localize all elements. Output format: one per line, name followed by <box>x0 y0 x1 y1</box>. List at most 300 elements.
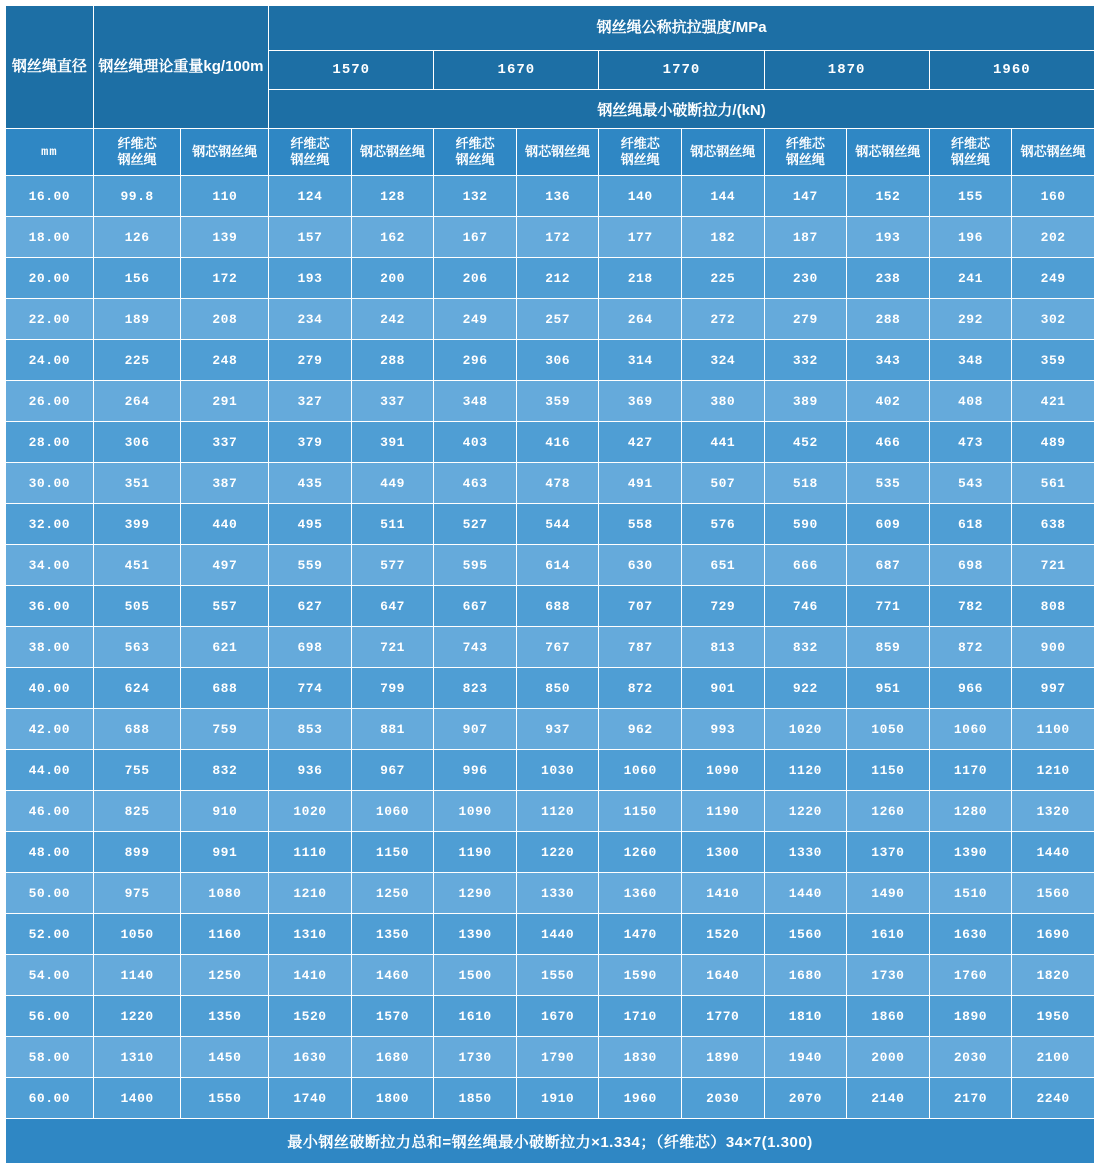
table-row <box>6 627 1095 668</box>
cell-weight-steel-core: 621 <box>181 627 269 668</box>
cell-breaking-force: 544 <box>516 504 599 545</box>
cell-breaking-force: 1890 <box>681 1037 764 1078</box>
cell-weight-steel-core: 991 <box>181 832 269 873</box>
cell-diameter: 18.00 <box>6 217 94 258</box>
cell-breaking-force: 1190 <box>681 791 764 832</box>
cell-breaking-force: 1150 <box>599 791 682 832</box>
table-row <box>6 1037 1095 1078</box>
cell-breaking-force: 241 <box>929 258 1012 299</box>
cell-breaking-force: 144 <box>681 176 764 217</box>
cell-breaking-force: 288 <box>351 340 434 381</box>
table-row <box>6 217 1095 258</box>
cell-weight-fiber-core: 451 <box>93 545 181 586</box>
cell-breaking-force: 466 <box>847 422 930 463</box>
cell-breaking-force: 1030 <box>516 750 599 791</box>
cell-diameter: 46.00 <box>6 791 94 832</box>
cell-breaking-force: 729 <box>681 586 764 627</box>
cell-weight-steel-core: 1160 <box>181 914 269 955</box>
cell-breaking-force: 1050 <box>847 709 930 750</box>
cell-breaking-force: 162 <box>351 217 434 258</box>
cell-breaking-force: 1630 <box>269 1037 352 1078</box>
cell-breaking-force: 1860 <box>847 996 930 1037</box>
cell-breaking-force: 922 <box>764 668 847 709</box>
cell-breaking-force: 1680 <box>351 1037 434 1078</box>
cell-breaking-force: 1610 <box>434 996 517 1037</box>
table-row <box>6 1078 1095 1119</box>
cell-breaking-force: 590 <box>764 504 847 545</box>
cell-breaking-force: 1730 <box>434 1037 517 1078</box>
cell-breaking-force: 160 <box>1012 176 1095 217</box>
cell-breaking-force: 132 <box>434 176 517 217</box>
cell-breaking-force: 1570 <box>351 996 434 1037</box>
cell-breaking-force: 1810 <box>764 996 847 1037</box>
cell-breaking-force: 421 <box>1012 381 1095 422</box>
cell-breaking-force: 1500 <box>434 955 517 996</box>
cell-breaking-force: 302 <box>1012 299 1095 340</box>
cell-breaking-force: 647 <box>351 586 434 627</box>
cell-weight-steel-core: 759 <box>181 709 269 750</box>
cell-breaking-force: 962 <box>599 709 682 750</box>
cell-breaking-force: 238 <box>847 258 930 299</box>
cell-breaking-force: 721 <box>1012 545 1095 586</box>
cell-breaking-force: 808 <box>1012 586 1095 627</box>
cell-weight-fiber-core: 99.8 <box>93 176 181 217</box>
cell-breaking-force: 698 <box>269 627 352 668</box>
cell-weight-steel-core: 1080 <box>181 873 269 914</box>
cell-breaking-force: 1110 <box>269 832 352 873</box>
cell-weight-fiber-core: 351 <box>93 463 181 504</box>
cell-breaking-force: 242 <box>351 299 434 340</box>
cell-breaking-force: 478 <box>516 463 599 504</box>
cell-breaking-force: 369 <box>599 381 682 422</box>
cell-weight-fiber-core: 264 <box>93 381 181 422</box>
cell-breaking-force: 1220 <box>516 832 599 873</box>
cell-breaking-force: 1560 <box>764 914 847 955</box>
cell-breaking-force: 495 <box>269 504 352 545</box>
cell-breaking-force: 561 <box>1012 463 1095 504</box>
cell-breaking-force: 1460 <box>351 955 434 996</box>
cell-breaking-force: 452 <box>764 422 847 463</box>
cell-breaking-force: 292 <box>929 299 1012 340</box>
table-row <box>6 545 1095 586</box>
cell-weight-steel-core: 557 <box>181 586 269 627</box>
cell-breaking-force: 771 <box>847 586 930 627</box>
cell-breaking-force: 332 <box>764 340 847 381</box>
header-row-4 <box>6 129 1095 176</box>
cell-breaking-force: 1560 <box>1012 873 1095 914</box>
cell-diameter: 26.00 <box>6 381 94 422</box>
header-weight-fiber-core <box>93 129 181 176</box>
cell-weight-fiber-core: 825 <box>93 791 181 832</box>
cell-breaking-force: 1440 <box>516 914 599 955</box>
cell-weight-fiber-core: 1220 <box>93 996 181 1037</box>
cell-breaking-force: 296 <box>434 340 517 381</box>
cell-weight-fiber-core: 1050 <box>93 914 181 955</box>
cell-breaking-force: 1790 <box>516 1037 599 1078</box>
table-row <box>6 176 1095 217</box>
cell-breaking-force: 1020 <box>269 791 352 832</box>
cell-diameter: 48.00 <box>6 832 94 873</box>
cell-breaking-force: 449 <box>351 463 434 504</box>
cell-breaking-force: 343 <box>847 340 930 381</box>
cell-breaking-force: 618 <box>929 504 1012 545</box>
cell-breaking-force: 1300 <box>681 832 764 873</box>
cell-breaking-force: 1360 <box>599 873 682 914</box>
table-row <box>6 750 1095 791</box>
cell-breaking-force: 2070 <box>764 1078 847 1119</box>
table-row <box>6 258 1095 299</box>
header-1960-fiber-core-line2: 钢丝绳 <box>950 152 990 167</box>
cell-diameter: 60.00 <box>6 1078 94 1119</box>
table-row <box>6 586 1095 627</box>
cell-breaking-force: 202 <box>1012 217 1095 258</box>
cell-breaking-force: 2100 <box>1012 1037 1095 1078</box>
cell-breaking-force: 667 <box>434 586 517 627</box>
cell-breaking-force: 1170 <box>929 750 1012 791</box>
cell-weight-fiber-core: 1140 <box>93 955 181 996</box>
cell-breaking-force: 967 <box>351 750 434 791</box>
table-row <box>6 422 1095 463</box>
cell-diameter: 34.00 <box>6 545 94 586</box>
cell-breaking-force: 1060 <box>929 709 1012 750</box>
cell-breaking-force: 1520 <box>269 996 352 1037</box>
footer-note: 最小钢丝破断拉力总和=钢丝绳最小破断拉力×1.334；（纤维芯）34×7(1.300) <box>6 1119 1095 1164</box>
cell-breaking-force: 2140 <box>847 1078 930 1119</box>
cell-breaking-force: 1260 <box>847 791 930 832</box>
header-1770-fiber-core-line2: 钢丝绳 <box>620 152 660 167</box>
cell-breaking-force: 1770 <box>681 996 764 1037</box>
header-1570-steel-core: 钢芯钢丝绳 <box>351 129 434 176</box>
cell-diameter: 22.00 <box>6 299 94 340</box>
cell-breaking-force: 416 <box>516 422 599 463</box>
header-1870-steel-core: 钢芯钢丝绳 <box>847 129 930 176</box>
header-weight-fiber-core-line2: 钢丝绳 <box>117 152 157 167</box>
table-row <box>6 668 1095 709</box>
cell-breaking-force: 1940 <box>764 1037 847 1078</box>
cell-breaking-force: 1020 <box>764 709 847 750</box>
header-1570-fiber-core <box>269 129 352 176</box>
cell-breaking-force: 1210 <box>1012 750 1095 791</box>
cell-weight-steel-core: 910 <box>181 791 269 832</box>
cell-breaking-force: 1330 <box>516 873 599 914</box>
cell-breaking-force: 872 <box>929 627 1012 668</box>
cell-breaking-force: 688 <box>516 586 599 627</box>
cell-breaking-force: 212 <box>516 258 599 299</box>
cell-breaking-force: 507 <box>681 463 764 504</box>
cell-breaking-force: 1740 <box>269 1078 352 1119</box>
cell-breaking-force: 627 <box>269 586 352 627</box>
cell-diameter: 32.00 <box>6 504 94 545</box>
cell-breaking-force: 1220 <box>764 791 847 832</box>
cell-weight-steel-core: 337 <box>181 422 269 463</box>
cell-breaking-force: 380 <box>681 381 764 422</box>
cell-breaking-force: 901 <box>681 668 764 709</box>
cell-breaking-force: 698 <box>929 545 1012 586</box>
wire-rope-spec-table <box>5 5 1095 1164</box>
cell-breaking-force: 489 <box>1012 422 1095 463</box>
cell-weight-fiber-core: 899 <box>93 832 181 873</box>
cell-breaking-force: 900 <box>1012 627 1095 668</box>
table-row <box>6 873 1095 914</box>
cell-breaking-force: 799 <box>351 668 434 709</box>
cell-breaking-force: 1330 <box>764 832 847 873</box>
cell-breaking-force: 787 <box>599 627 682 668</box>
table-row <box>6 914 1095 955</box>
cell-breaking-force: 473 <box>929 422 1012 463</box>
cell-weight-steel-core: 688 <box>181 668 269 709</box>
cell-diameter: 56.00 <box>6 996 94 1037</box>
cell-breaking-force: 2030 <box>681 1078 764 1119</box>
cell-weight-fiber-core: 563 <box>93 627 181 668</box>
cell-weight-steel-core: 208 <box>181 299 269 340</box>
cell-breaking-force: 1370 <box>847 832 930 873</box>
cell-breaking-force: 1890 <box>929 996 1012 1037</box>
cell-breaking-force: 1680 <box>764 955 847 996</box>
cell-breaking-force: 1550 <box>516 955 599 996</box>
cell-weight-steel-core: 172 <box>181 258 269 299</box>
header-unit-mm: mm <box>6 129 94 176</box>
table-row <box>6 996 1095 1037</box>
cell-breaking-force: 193 <box>269 258 352 299</box>
table-body <box>6 176 1095 1119</box>
cell-breaking-force: 1190 <box>434 832 517 873</box>
cell-weight-fiber-core: 1400 <box>93 1078 181 1119</box>
header-strength-title: 钢丝绳公称抗拉强度/MPa <box>269 6 1095 51</box>
cell-breaking-force: 272 <box>681 299 764 340</box>
cell-breaking-force: 140 <box>599 176 682 217</box>
cell-breaking-force: 993 <box>681 709 764 750</box>
cell-breaking-force: 1410 <box>269 955 352 996</box>
cell-diameter: 44.00 <box>6 750 94 791</box>
cell-breaking-force: 872 <box>599 668 682 709</box>
strength-group-1670: 1670 <box>434 51 599 90</box>
cell-weight-steel-core: 497 <box>181 545 269 586</box>
cell-diameter: 38.00 <box>6 627 94 668</box>
cell-breaking-force: 359 <box>516 381 599 422</box>
header-weight: 钢丝绳理论重量kg/100m <box>93 6 268 129</box>
cell-breaking-force: 389 <box>764 381 847 422</box>
cell-breaking-force: 337 <box>351 381 434 422</box>
table-row <box>6 504 1095 545</box>
cell-breaking-force: 1210 <box>269 873 352 914</box>
cell-diameter: 54.00 <box>6 955 94 996</box>
cell-weight-fiber-core: 688 <box>93 709 181 750</box>
cell-breaking-force: 823 <box>434 668 517 709</box>
cell-breaking-force: 1470 <box>599 914 682 955</box>
cell-breaking-force: 767 <box>516 627 599 668</box>
table-row <box>6 832 1095 873</box>
header-1670-fiber-core-line1: 纤维芯 <box>455 136 495 152</box>
header-1960-fiber-core <box>929 129 1012 176</box>
cell-breaking-force: 518 <box>764 463 847 504</box>
cell-weight-fiber-core: 755 <box>93 750 181 791</box>
cell-diameter: 36.00 <box>6 586 94 627</box>
cell-breaking-force: 997 <box>1012 668 1095 709</box>
cell-breaking-force: 966 <box>929 668 1012 709</box>
cell-breaking-force: 746 <box>764 586 847 627</box>
header-1770-steel-core: 钢芯钢丝绳 <box>681 129 764 176</box>
cell-breaking-force: 614 <box>516 545 599 586</box>
cell-breaking-force: 279 <box>764 299 847 340</box>
table-row <box>6 299 1095 340</box>
cell-breaking-force: 951 <box>847 668 930 709</box>
cell-breaking-force: 327 <box>269 381 352 422</box>
cell-diameter: 30.00 <box>6 463 94 504</box>
strength-group-1570: 1570 <box>269 51 434 90</box>
cell-weight-steel-core: 1250 <box>181 955 269 996</box>
header-weight-fiber-core-line1: 纤维芯 <box>117 136 157 152</box>
cell-breaking-force: 1090 <box>681 750 764 791</box>
cell-breaking-force: 147 <box>764 176 847 217</box>
cell-breaking-force: 218 <box>599 258 682 299</box>
cell-breaking-force: 1630 <box>929 914 1012 955</box>
cell-breaking-force: 193 <box>847 217 930 258</box>
header-diameter: 钢丝绳直径 <box>6 6 94 129</box>
cell-weight-fiber-core: 156 <box>93 258 181 299</box>
cell-breaking-force: 152 <box>847 176 930 217</box>
cell-breaking-force: 1060 <box>599 750 682 791</box>
cell-breaking-force: 1690 <box>1012 914 1095 955</box>
header-1870-fiber-core-line1: 纤维芯 <box>785 136 825 152</box>
cell-breaking-force: 707 <box>599 586 682 627</box>
cell-breaking-force: 559 <box>269 545 352 586</box>
cell-breaking-force: 408 <box>929 381 1012 422</box>
cell-breaking-force: 1590 <box>599 955 682 996</box>
cell-breaking-force: 1760 <box>929 955 1012 996</box>
cell-breaking-force: 535 <box>847 463 930 504</box>
cell-breaking-force: 1250 <box>351 873 434 914</box>
cell-breaking-force: 1520 <box>681 914 764 955</box>
cell-diameter: 28.00 <box>6 422 94 463</box>
cell-breaking-force: 511 <box>351 504 434 545</box>
cell-breaking-force: 1490 <box>847 873 930 914</box>
header-weight-steel-core: 钢芯钢丝绳 <box>181 129 269 176</box>
cell-breaking-force: 1320 <box>1012 791 1095 832</box>
cell-breaking-force: 1350 <box>351 914 434 955</box>
cell-breaking-force: 2170 <box>929 1078 1012 1119</box>
cell-breaking-force: 348 <box>929 340 1012 381</box>
cell-breaking-force: 577 <box>351 545 434 586</box>
header-1670-fiber-core <box>434 129 517 176</box>
cell-diameter: 52.00 <box>6 914 94 955</box>
table-row <box>6 381 1095 422</box>
table-row <box>6 791 1095 832</box>
cell-breaking-force: 1850 <box>434 1078 517 1119</box>
cell-weight-fiber-core: 399 <box>93 504 181 545</box>
cell-breaking-force: 441 <box>681 422 764 463</box>
cell-breaking-force: 2000 <box>847 1037 930 1078</box>
cell-breaking-force: 1950 <box>1012 996 1095 1037</box>
cell-breaking-force: 1610 <box>847 914 930 955</box>
cell-breaking-force: 1260 <box>599 832 682 873</box>
cell-breaking-force: 774 <box>269 668 352 709</box>
cell-weight-fiber-core: 624 <box>93 668 181 709</box>
cell-breaking-force: 666 <box>764 545 847 586</box>
cell-breaking-force: 379 <box>269 422 352 463</box>
cell-breaking-force: 124 <box>269 176 352 217</box>
cell-breaking-force: 306 <box>516 340 599 381</box>
cell-breaking-force: 630 <box>599 545 682 586</box>
table-row <box>6 463 1095 504</box>
cell-breaking-force: 196 <box>929 217 1012 258</box>
cell-breaking-force: 907 <box>434 709 517 750</box>
header-1570-fiber-core-line2: 钢丝绳 <box>290 152 330 167</box>
table-foot <box>6 1119 1095 1164</box>
cell-breaking-force: 157 <box>269 217 352 258</box>
cell-breaking-force: 813 <box>681 627 764 668</box>
cell-breaking-force: 609 <box>847 504 930 545</box>
cell-breaking-force: 1820 <box>1012 955 1095 996</box>
cell-breaking-force: 853 <box>269 709 352 750</box>
header-breaking-force-title: 钢丝绳最小破断拉力/(kN) <box>269 90 1095 129</box>
cell-breaking-force: 1800 <box>351 1078 434 1119</box>
cell-weight-fiber-core: 126 <box>93 217 181 258</box>
cell-diameter: 40.00 <box>6 668 94 709</box>
cell-breaking-force: 491 <box>599 463 682 504</box>
cell-breaking-force: 1390 <box>929 832 1012 873</box>
strength-group-1870: 1870 <box>764 51 929 90</box>
cell-weight-steel-core: 832 <box>181 750 269 791</box>
cell-breaking-force: 1730 <box>847 955 930 996</box>
cell-breaking-force: 182 <box>681 217 764 258</box>
table-head <box>6 6 1095 176</box>
cell-breaking-force: 1120 <box>516 791 599 832</box>
cell-breaking-force: 225 <box>681 258 764 299</box>
footer-row <box>6 1119 1095 1164</box>
cell-breaking-force: 1830 <box>599 1037 682 1078</box>
cell-breaking-force: 859 <box>847 627 930 668</box>
table-row <box>6 955 1095 996</box>
cell-breaking-force: 687 <box>847 545 930 586</box>
cell-breaking-force: 1150 <box>351 832 434 873</box>
cell-breaking-force: 832 <box>764 627 847 668</box>
cell-breaking-force: 234 <box>269 299 352 340</box>
cell-breaking-force: 881 <box>351 709 434 750</box>
cell-weight-fiber-core: 189 <box>93 299 181 340</box>
header-1960-steel-core: 钢芯钢丝绳 <box>1012 129 1095 176</box>
cell-breaking-force: 249 <box>1012 258 1095 299</box>
cell-weight-steel-core: 139 <box>181 217 269 258</box>
cell-weight-steel-core: 440 <box>181 504 269 545</box>
header-row-1 <box>6 6 1095 51</box>
cell-breaking-force: 128 <box>351 176 434 217</box>
cell-weight-fiber-core: 1310 <box>93 1037 181 1078</box>
cell-breaking-force: 1310 <box>269 914 352 955</box>
cell-breaking-force: 638 <box>1012 504 1095 545</box>
cell-breaking-force: 782 <box>929 586 1012 627</box>
cell-breaking-force: 1060 <box>351 791 434 832</box>
cell-breaking-force: 1440 <box>764 873 847 914</box>
cell-breaking-force: 1120 <box>764 750 847 791</box>
header-1770-fiber-core <box>599 129 682 176</box>
header-1870-fiber-core-line2: 钢丝绳 <box>785 152 825 167</box>
cell-breaking-force: 288 <box>847 299 930 340</box>
cell-breaking-force: 279 <box>269 340 352 381</box>
cell-breaking-force: 743 <box>434 627 517 668</box>
cell-breaking-force: 1960 <box>599 1078 682 1119</box>
cell-breaking-force: 1510 <box>929 873 1012 914</box>
cell-diameter: 58.00 <box>6 1037 94 1078</box>
cell-breaking-force: 172 <box>516 217 599 258</box>
cell-diameter: 16.00 <box>6 176 94 217</box>
cell-breaking-force: 527 <box>434 504 517 545</box>
cell-weight-steel-core: 110 <box>181 176 269 217</box>
header-1870-fiber-core <box>764 129 847 176</box>
cell-breaking-force: 1440 <box>1012 832 1095 873</box>
cell-weight-steel-core: 387 <box>181 463 269 504</box>
cell-breaking-force: 463 <box>434 463 517 504</box>
cell-breaking-force: 576 <box>681 504 764 545</box>
